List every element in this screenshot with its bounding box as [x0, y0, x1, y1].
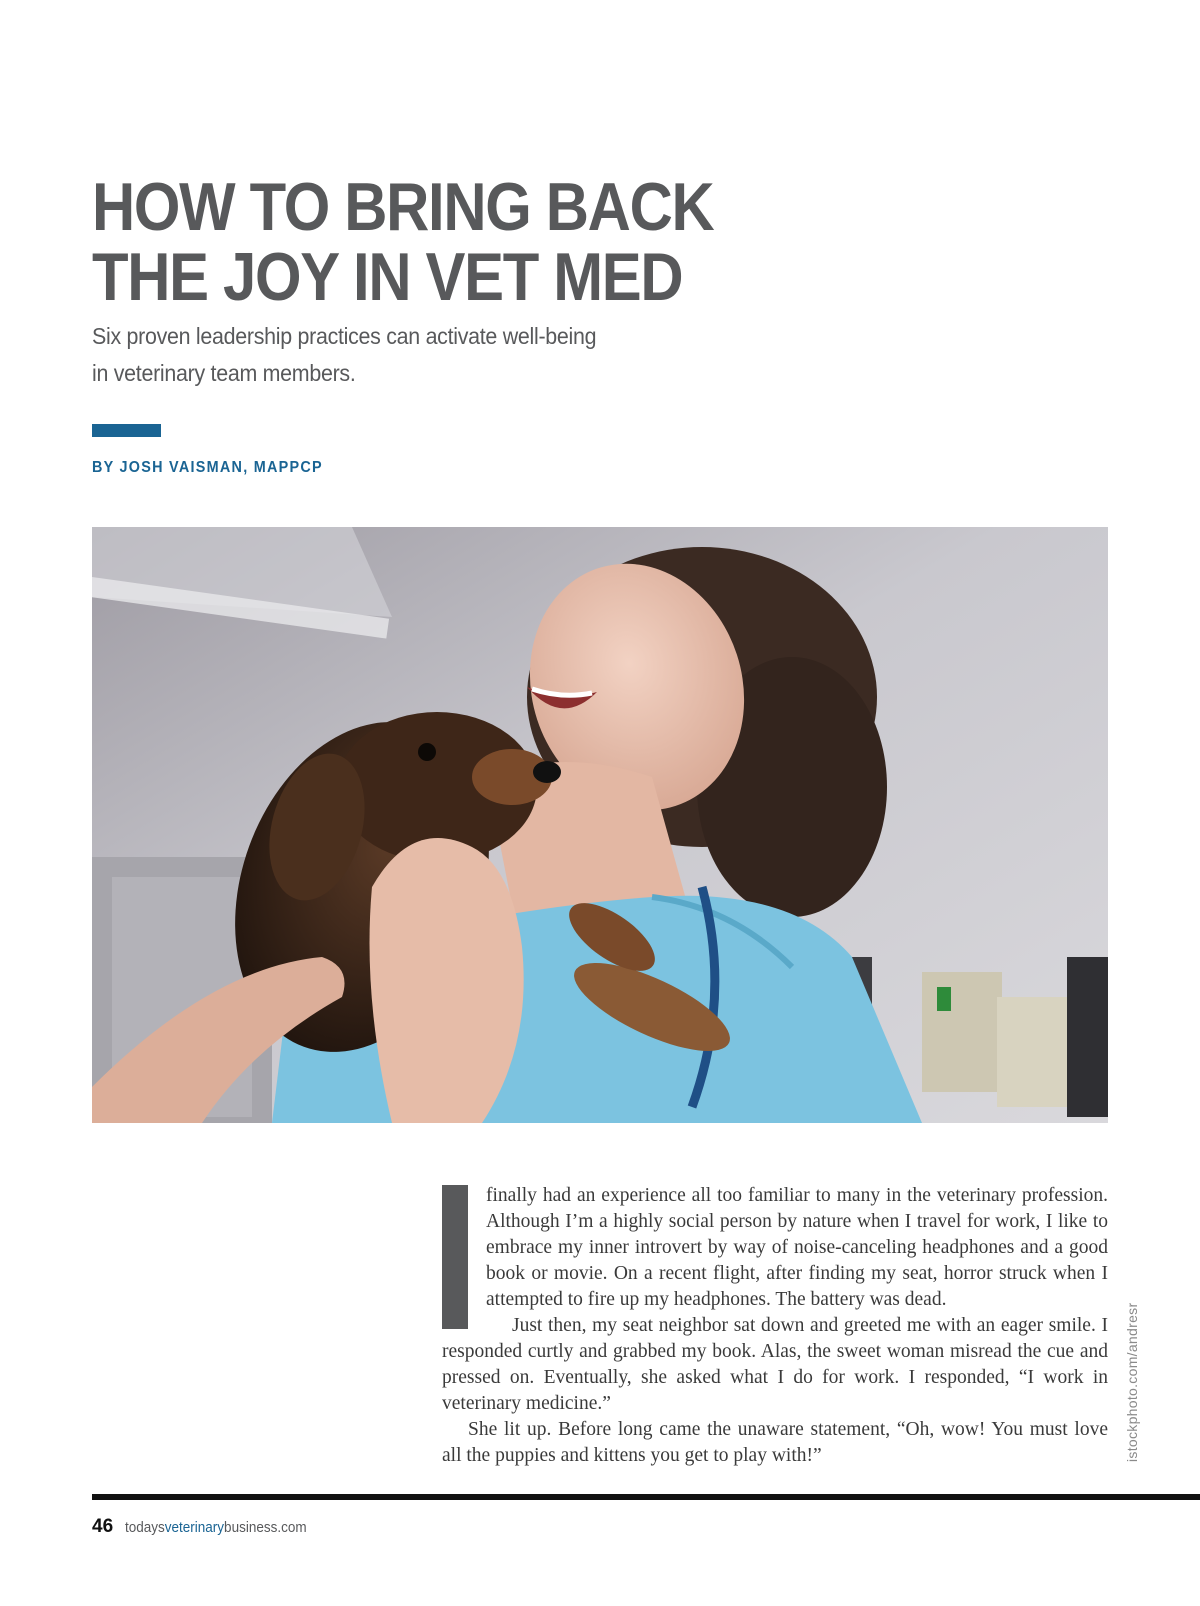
- body-paragraph-1: finally had an experience all too familiar to many in the veterinary profession. Although I’m a highly social person by nature when I travel for work, I like to embrace my inner introvert by way of noise-canceling headphones and a good book or movie. On a recent flight, after finding my seat, horror struck when I attempted to fire up my headphones. The battery was dead.: [486, 1185, 1108, 1310]
- drop-cap-bar: [442, 1185, 468, 1329]
- article-body: [442, 1183, 1108, 1469]
- site-url: [125, 1519, 307, 1536]
- page-number: 46: [92, 1516, 114, 1537]
- site-url-prefix: todays: [125, 1519, 165, 1536]
- site-url-suffix: business.com: [224, 1519, 307, 1536]
- hero-photo: [92, 527, 1108, 1123]
- article-deck: [92, 318, 669, 392]
- body-paragraph-2: Just then, my seat neighbor sat down and greeted me with an eager smile. I responded curtly and grabbed my book. Alas, the sweet woman misread the cue and pressed on. Eventually, she asked what I do for work. I responded, “I work in veterinary medicine.”: [442, 1315, 1108, 1414]
- deck-line-2: in veterinary team members.: [92, 360, 356, 386]
- body-paragraph-3: She lit up. Before long came the unaware statement, “Oh, wow! You must love all the puppies and kittens you get to play with!”: [442, 1419, 1108, 1466]
- deck-line-1: Six proven leadership practices can activate well-being: [92, 323, 597, 349]
- footer-rule: [92, 1494, 1200, 1500]
- accent-rule: [92, 424, 161, 437]
- photo-credit: istockphoto.com/andresr: [1124, 1302, 1140, 1462]
- headline-line-2: THE JOY IN VET MED: [92, 239, 683, 315]
- byline: BY JOSH VAISMAN, MAPPCP: [92, 459, 323, 476]
- site-url-accent: veterinary: [164, 1519, 225, 1536]
- headline-line-1: HOW TO BRING BACK: [92, 169, 714, 245]
- article-headline: [92, 169, 761, 315]
